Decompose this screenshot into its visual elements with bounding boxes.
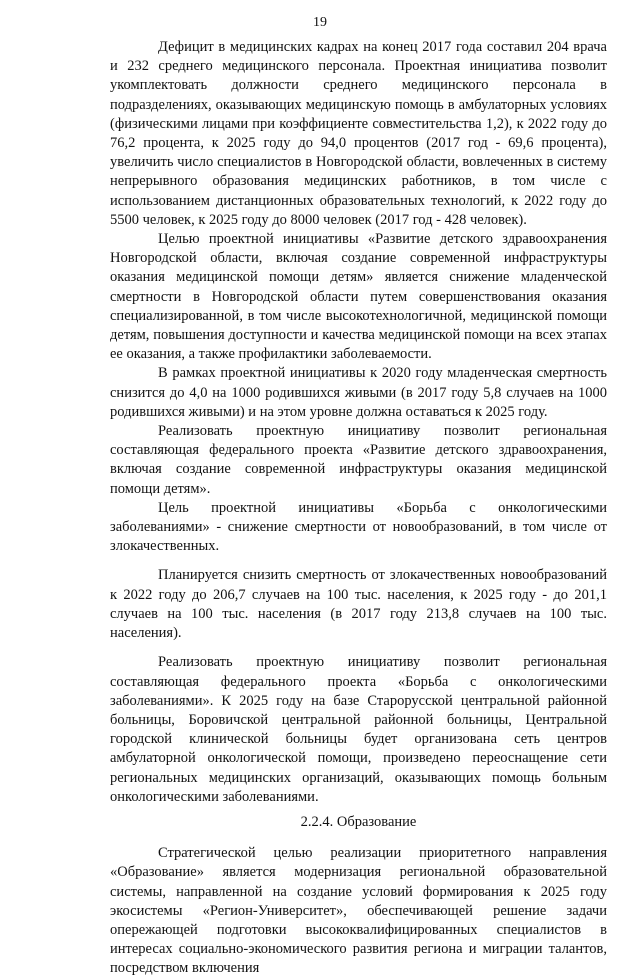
section-heading-education: 2.2.4. Образование — [300, 813, 417, 830]
document-body — [110, 38, 607, 979]
paragraph-infant-mortality: В рамках проектной инициативы к 2020 году младенческая смертность снизится до 4,0 на 1000 родившихся живыми (в 2017 году 5,8 случаев на 1000 родившихся живыми) и на этом уровне должна оставаться к 2025 году. — [110, 365, 607, 420]
page-number: 19 — [313, 15, 327, 30]
paragraph-education-goal: Стратегической целью реализации приоритетного направления «Образование» является модернизация региональной образовательной системы, направленной на создание условий формирования к 2025 году экосистемы «Регион-Университет», обеспечивающей решение задачи опережающей подготовки высококвалифицированных специалистов в интересах социально-экономического развития региона и миграции талантов, посредством включения — [110, 845, 607, 977]
paragraph-oncology-federal: Реализовать проектную инициативу позволит региональная составляющая федерального проекта «Борьба с онкологическими заболеваниями». К 2025 году на базе Старорусской центральной районной больницы, Боровичской центральной районной больницы, Центральной городской клинической больницы будет организована сеть центров амбулаторной онкологической помощи, произведено переоснащение сети региональных медицинских организаций, оказывающих помощь больным онкологическими заболеваниями. — [110, 654, 607, 805]
paragraph-oncology-goal: Цель проектной инициативы «Борьба с онкологическими заболеваниями» - снижение смертности от новообразований, в том числе от злокачественных. — [110, 499, 607, 555]
paragraph-oncology-mortality: Планируется снизить смертность от злокачественных новообразований к 2022 году до 206,7 случаев на 100 тыс. населения, к 2025 году - до 201,1 случаев на 100 тыс. населения (в 2017 году 213,8 случаев на 100 тыс. населения). — [110, 567, 607, 642]
paragraph-child-healthcare-goal: Целью проектной инициативы «Развитие детского здравоохранения Новгородской области, включая создание современной инфраструктуры оказания медицинской помощи детям» является снижение младенческой смертности в Новгородской области путем совершенствования оказания специализированной, в том числе высокотехнологичной, медицинской помощи детям, повышения доступности и качества медицинской помощи на всех этапах ее оказания, а также профилактики заболеваемости. — [110, 231, 607, 363]
paragraph-staff-deficit: Дефицит в медицинских кадрах на конец 2017 года составил 204 врача и 232 среднего медицинского персонала. Проектная инициатива позволит укомплектовать должности среднего медицинского персонала в подразделениях, оказывающих медицинскую помощь в амбулаторных условиях (физическими лицами при коэффициенте совместительства 1,2), к 2022 году до 76,2 процента, к 2025 году до 94,0 процентов (2017 год - 69,6 процента), увеличить число специалистов в Новгородской области, вовлеченных в систему непрерывного образования медицинских работников, в том числе с использованием дистанционных образовательных технологий, к 2022 году до 5500 человек, к 2025 году до 8000 человек (2017 год - 428 человек). — [110, 39, 607, 228]
paragraph-child-healthcare-federal: Реализовать проектную инициативу позволит региональная составляющая федерального проекта «Развитие детского здравоохранения, включая создание современной инфраструктуры оказания медицинской помощи детям». — [110, 423, 607, 497]
